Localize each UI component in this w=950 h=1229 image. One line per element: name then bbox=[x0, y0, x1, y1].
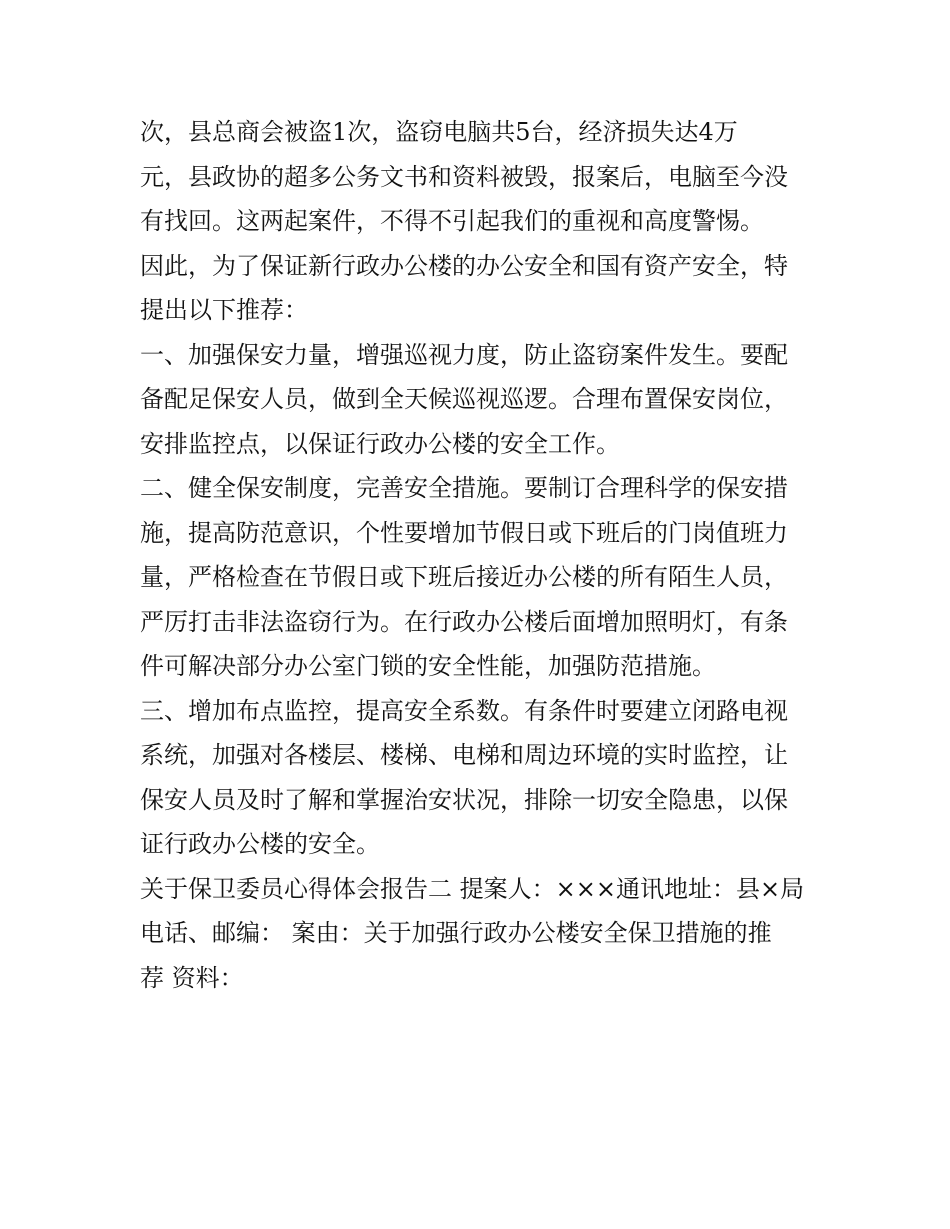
text-line: 保安人员及时了解和掌握治安状况，排除一切安全隐患，以保 bbox=[140, 785, 788, 814]
text-line: 件可解决部分办公室门锁的安全性能，加强防范措施。 bbox=[140, 652, 716, 680]
text-line: 严厉打击非法盗窃行为。在行政办公楼后面增加照明灯，有条 bbox=[140, 607, 788, 636]
body-text bbox=[140, 110, 820, 1000]
text-line: 系统，加强对各楼层、楼梯、电梯和周边环境的实时监控，让 bbox=[140, 741, 788, 769]
text-line: 有找回。这两起案件，不得不引起我们的重视和高度警惕。 bbox=[140, 207, 764, 235]
text-line: 关于保卫委员心得体会报告二 提案人：×××通讯地址：县×局 bbox=[140, 874, 805, 903]
text-line: 备配足保安人员，做到全天候巡视巡逻。合理布置保安岗位， bbox=[140, 385, 788, 413]
text-line: 因此，为了保证新行政办公楼的办公安全和国有资产安全，特 bbox=[140, 251, 788, 280]
text-line: 施，提高防范意识，个性要增加节假日或下班后的门岗值班力 bbox=[140, 518, 788, 547]
text-line: 元，县政协的超多公务文书和资料被毁，报案后，电脑至今没 bbox=[140, 162, 788, 191]
text-line: 安排监控点，以保证行政办公楼的安全工作。 bbox=[140, 429, 620, 458]
text-line: 三、增加布点监控，提高安全系数。有条件时要建立闭路电视 bbox=[140, 696, 788, 725]
text-line: 一、加强保安力量，增强巡视力度，防止盗窃案件发生。要配 bbox=[140, 340, 788, 369]
text-line: 二、健全保安制度，完善安全措施。要制订合理科学的保安措 bbox=[140, 474, 788, 502]
text-line: 提出以下推荐： bbox=[140, 296, 308, 324]
text-line: 证行政办公楼的安全。 bbox=[140, 830, 380, 858]
text-line: 荐 资料： bbox=[140, 963, 244, 992]
text-line: 量，严格检查在节假日或下班后接近办公楼的所有陌生人员， bbox=[140, 563, 788, 591]
text-line: 电话、邮编： 案由：关于加强行政办公楼安全保卫措施的推 bbox=[140, 919, 772, 947]
text-line: 次，县总商会被盗1次，盗窃电脑共5台，经济损失达4万 bbox=[140, 118, 738, 146]
